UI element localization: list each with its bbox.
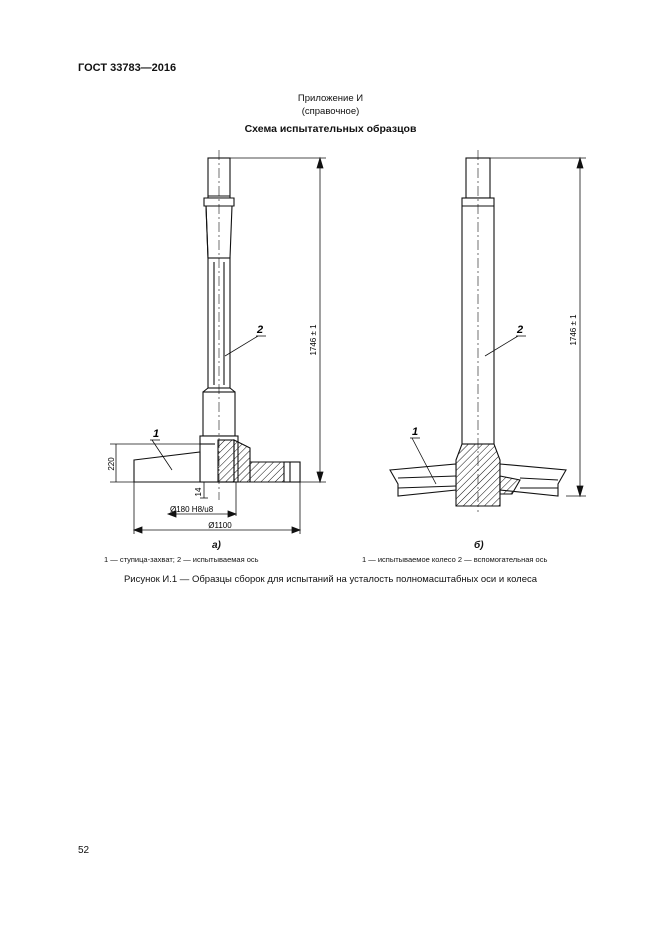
- annex-type: (справочное): [301, 106, 360, 117]
- figure-b-callout-1: 1: [412, 426, 419, 438]
- figure-caption: Рисунок И.1 — Образцы сборок для испытаний на усталость полномасштабных оси и колеса: [123, 574, 538, 585]
- figure-a-callout-2: 2: [257, 324, 264, 336]
- document-code: ГОСТ 33783—2016: [78, 62, 177, 74]
- figure-b-callout-2: 2: [517, 324, 524, 336]
- figure-a-dim-1100: Ø1100: [208, 521, 232, 530]
- figure-a-dim-220: 220: [107, 457, 116, 471]
- figure-a-dim-14: 14: [194, 487, 203, 497]
- figure-b-dimensions: [410, 158, 586, 496]
- figure-a-dim-height: 1746 ± 1: [309, 324, 318, 356]
- figure-a-sublabel: а): [212, 540, 221, 551]
- figure-b-dim-height: 1746 ± 1: [569, 314, 578, 346]
- annex-subtitle: Схема испытательных образцов: [244, 123, 417, 135]
- page-number: 52: [78, 845, 90, 856]
- figure-b-legend: 1 — испытываемое колесо 2 — вспомогательная ось: [362, 555, 548, 564]
- figure-a-callout-1: 1: [153, 428, 160, 440]
- figure-a-drawing: [134, 150, 300, 500]
- figure-a-legend: 1 — ступица-захват; 2 — испытываемая ось: [104, 555, 259, 564]
- annex-title: Приложение И: [297, 93, 364, 104]
- figure-b-drawing: [390, 150, 566, 512]
- figure-b-sublabel: б): [474, 540, 484, 551]
- figure-a-dim-180: Ø180 H8/u8: [170, 505, 214, 514]
